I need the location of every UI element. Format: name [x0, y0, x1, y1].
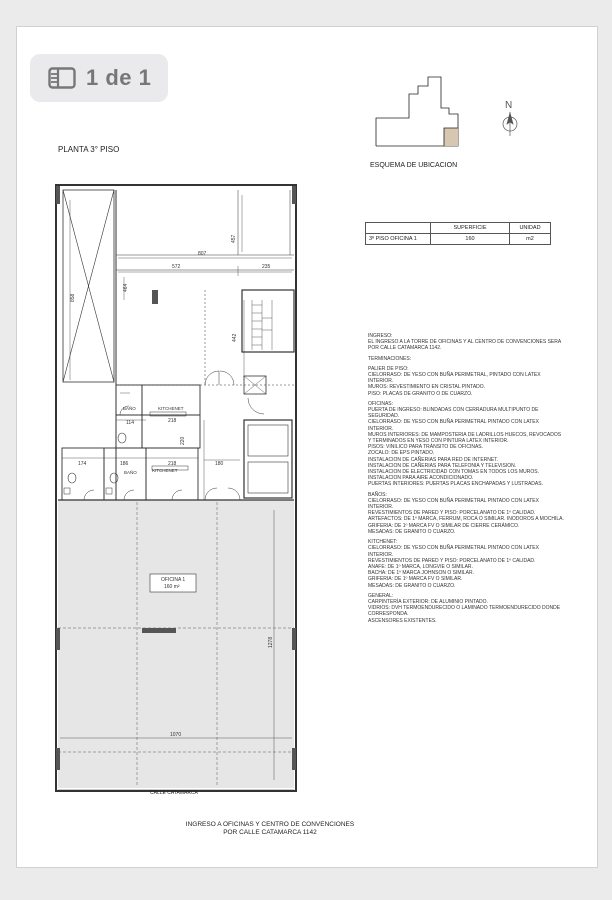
row-label: 3º PISO OFICINA 1: [366, 234, 431, 245]
note-banos: BAÑOS: CIELORRASO: DE YESO CON BUÑA PERIMETRAL PINTADO CON LATEX INTERIOR. REVESTIMIENTOS DE PARED Y PISO: PORCELANATO DE 1º CALIDAD. ARTEFACTOS: DE 1º MARCA, FERRUM, ROCA O SIMILAR. INODOROS A MOCHILA. GRIFERIA: DE 1º MARCA FV O SIMILAR DE CIERRE CERÁMICO. MESADAS: DE GRANITO O CUARZO.: [368, 491, 564, 535]
location-schema: [376, 77, 458, 146]
room-bano-2: BAÑO: [124, 470, 137, 475]
pages-icon: [48, 67, 76, 89]
note-palier: PALIER DE PISO: CIELORRASO: DE YESO CON BUÑA PERIMETRAL, PINTADO CON LATEX INTERIOR. MUROS: REVESTIMIENTO EN CRISTAL PINTADO. PISO: PLACAS DE GRANITO O DE CUARZO.: [368, 365, 541, 397]
dim-807: 807: [198, 251, 207, 257]
dim-180: 180: [215, 461, 224, 467]
note-ingreso: INGRESO: EL INGRESO A LA TORRE DE OFICINAS Y AL CENTRO DE CONVENCIONES SERA POR CALLE CATAMARCA 1142.: [368, 333, 561, 352]
location-title: ESQUEMA DE UBICACION: [370, 162, 458, 169]
note-kitchenet: KITCHENET: CIELORRASO: DE YESO CON BUÑA PERIMETRAL PINTADO CON LATEX INTERIOR. REVESTIMIENTOS DE PARED Y PISO: PORCELANATO DE 1º CALIDAD. ANAFE: DE 1º MARCA, LONGVIE O SIMILAR. BACHA: DE 1º MARCA JOHNSON O SIMILAR. GRIFERIA: DE 1º MARCA FV O SIMILAR. MESADAS: DE GRANITO O CUARZO.: [368, 539, 539, 589]
north-label: N: [505, 100, 513, 111]
office-name: OFICINA 1: [161, 577, 186, 583]
row-unidad: m2: [510, 234, 551, 245]
surface-table-row: [366, 234, 551, 245]
footer-line-2: POR CALLE CATAMARCA 1142: [223, 829, 317, 836]
office-area: 160 m²: [164, 584, 180, 590]
north-arrow-icon: [503, 112, 517, 136]
footer-caption: [160, 821, 380, 837]
page-indicator[interactable]: [30, 54, 168, 102]
room-kitchenet-2: KITCHENET: [152, 468, 178, 473]
row-superficie: 160: [431, 234, 510, 245]
street-label: CALLE CATAMARCA: [150, 790, 198, 796]
dim-464: 464: [123, 283, 129, 292]
dim-1070: 1070: [170, 732, 182, 738]
surface-table-blank: [366, 223, 431, 234]
dim-186: 186: [120, 461, 129, 467]
specifications-notes: [368, 333, 564, 628]
room-bano-1: BAÑO: [123, 406, 136, 411]
note-oficinas: OFICINAS: PUERTA DE INGRESO: BLINDADAS CON CERRADURA MULTIPUNTO DE SEGURIDAD. CIELORRASO: DE YESO CON BUÑA PERIMETRAL PINTADO CON LATEX INTERIOR. MUROS INTERIORES: DE MAMPOSTERIA DE LADRILLOS HUECOS, REVOCADOS Y TERMINADOS EN YESO CON PINTURA LATEX INTERIOR. PISOS: VINILICO PARA TRÁNSITO DE OFICINAS. ZOCALO: DE EPS PINTADO. INSTALACION DE CAÑERIAS PARA RED DE INTERNET. INSTALACION DE CAÑERIAS PARA TELEFONIA Y TELEVISION. INSTALACION DE ELECTRICIDAD CON TOMAS EN TODOS LOS MUROS. INSTALACION PARA AIRE ACONDICIONADO. PUERTAS INTERIORES: PUERTAS PLACAS ENCHAPADAS Y LUSTRADAS.: [368, 400, 562, 488]
dim-114: 114: [126, 420, 134, 426]
dim-1278: 1278: [268, 636, 274, 648]
dim-218b: 218: [168, 461, 177, 467]
plan-lines: [56, 185, 296, 791]
header-superficie: SUPERFICIE: [431, 223, 510, 234]
dim-235: 235: [262, 264, 271, 270]
plan-title: PLANTA 3° PISO: [58, 145, 120, 154]
note-general: GENERAL: CARPINTERÍA EXTERIOR: DE ALUMINIO PINTADO. VIDRIOS: DVH TERMOENDURECIDO O LAMINADO TERMOENDURECIDO DONDE CORRESPONDA. ASCENSORES EXISTENTES.: [368, 592, 561, 624]
dim-220: 220: [180, 436, 186, 445]
note-terminaciones: TERMINACIONES:: [368, 355, 412, 362]
surface-table: [365, 222, 551, 245]
surface-table-header: [366, 223, 551, 234]
dim-457: 457: [231, 234, 237, 243]
footer-line-1: INGRESO A OFICINAS Y CENTRO DE CONVENCIONES: [185, 821, 355, 828]
page-indicator-text: 1 de 1: [86, 65, 152, 90]
header-unidad: UNIDAD: [510, 223, 551, 234]
room-kitchenet-1: KITCHENET: [158, 406, 184, 411]
dim-572: 572: [172, 264, 181, 270]
dim-174: 174: [78, 461, 87, 467]
dim-858: 858: [70, 293, 76, 302]
dim-442: 442: [232, 333, 238, 342]
dim-218a: 218: [168, 418, 177, 424]
